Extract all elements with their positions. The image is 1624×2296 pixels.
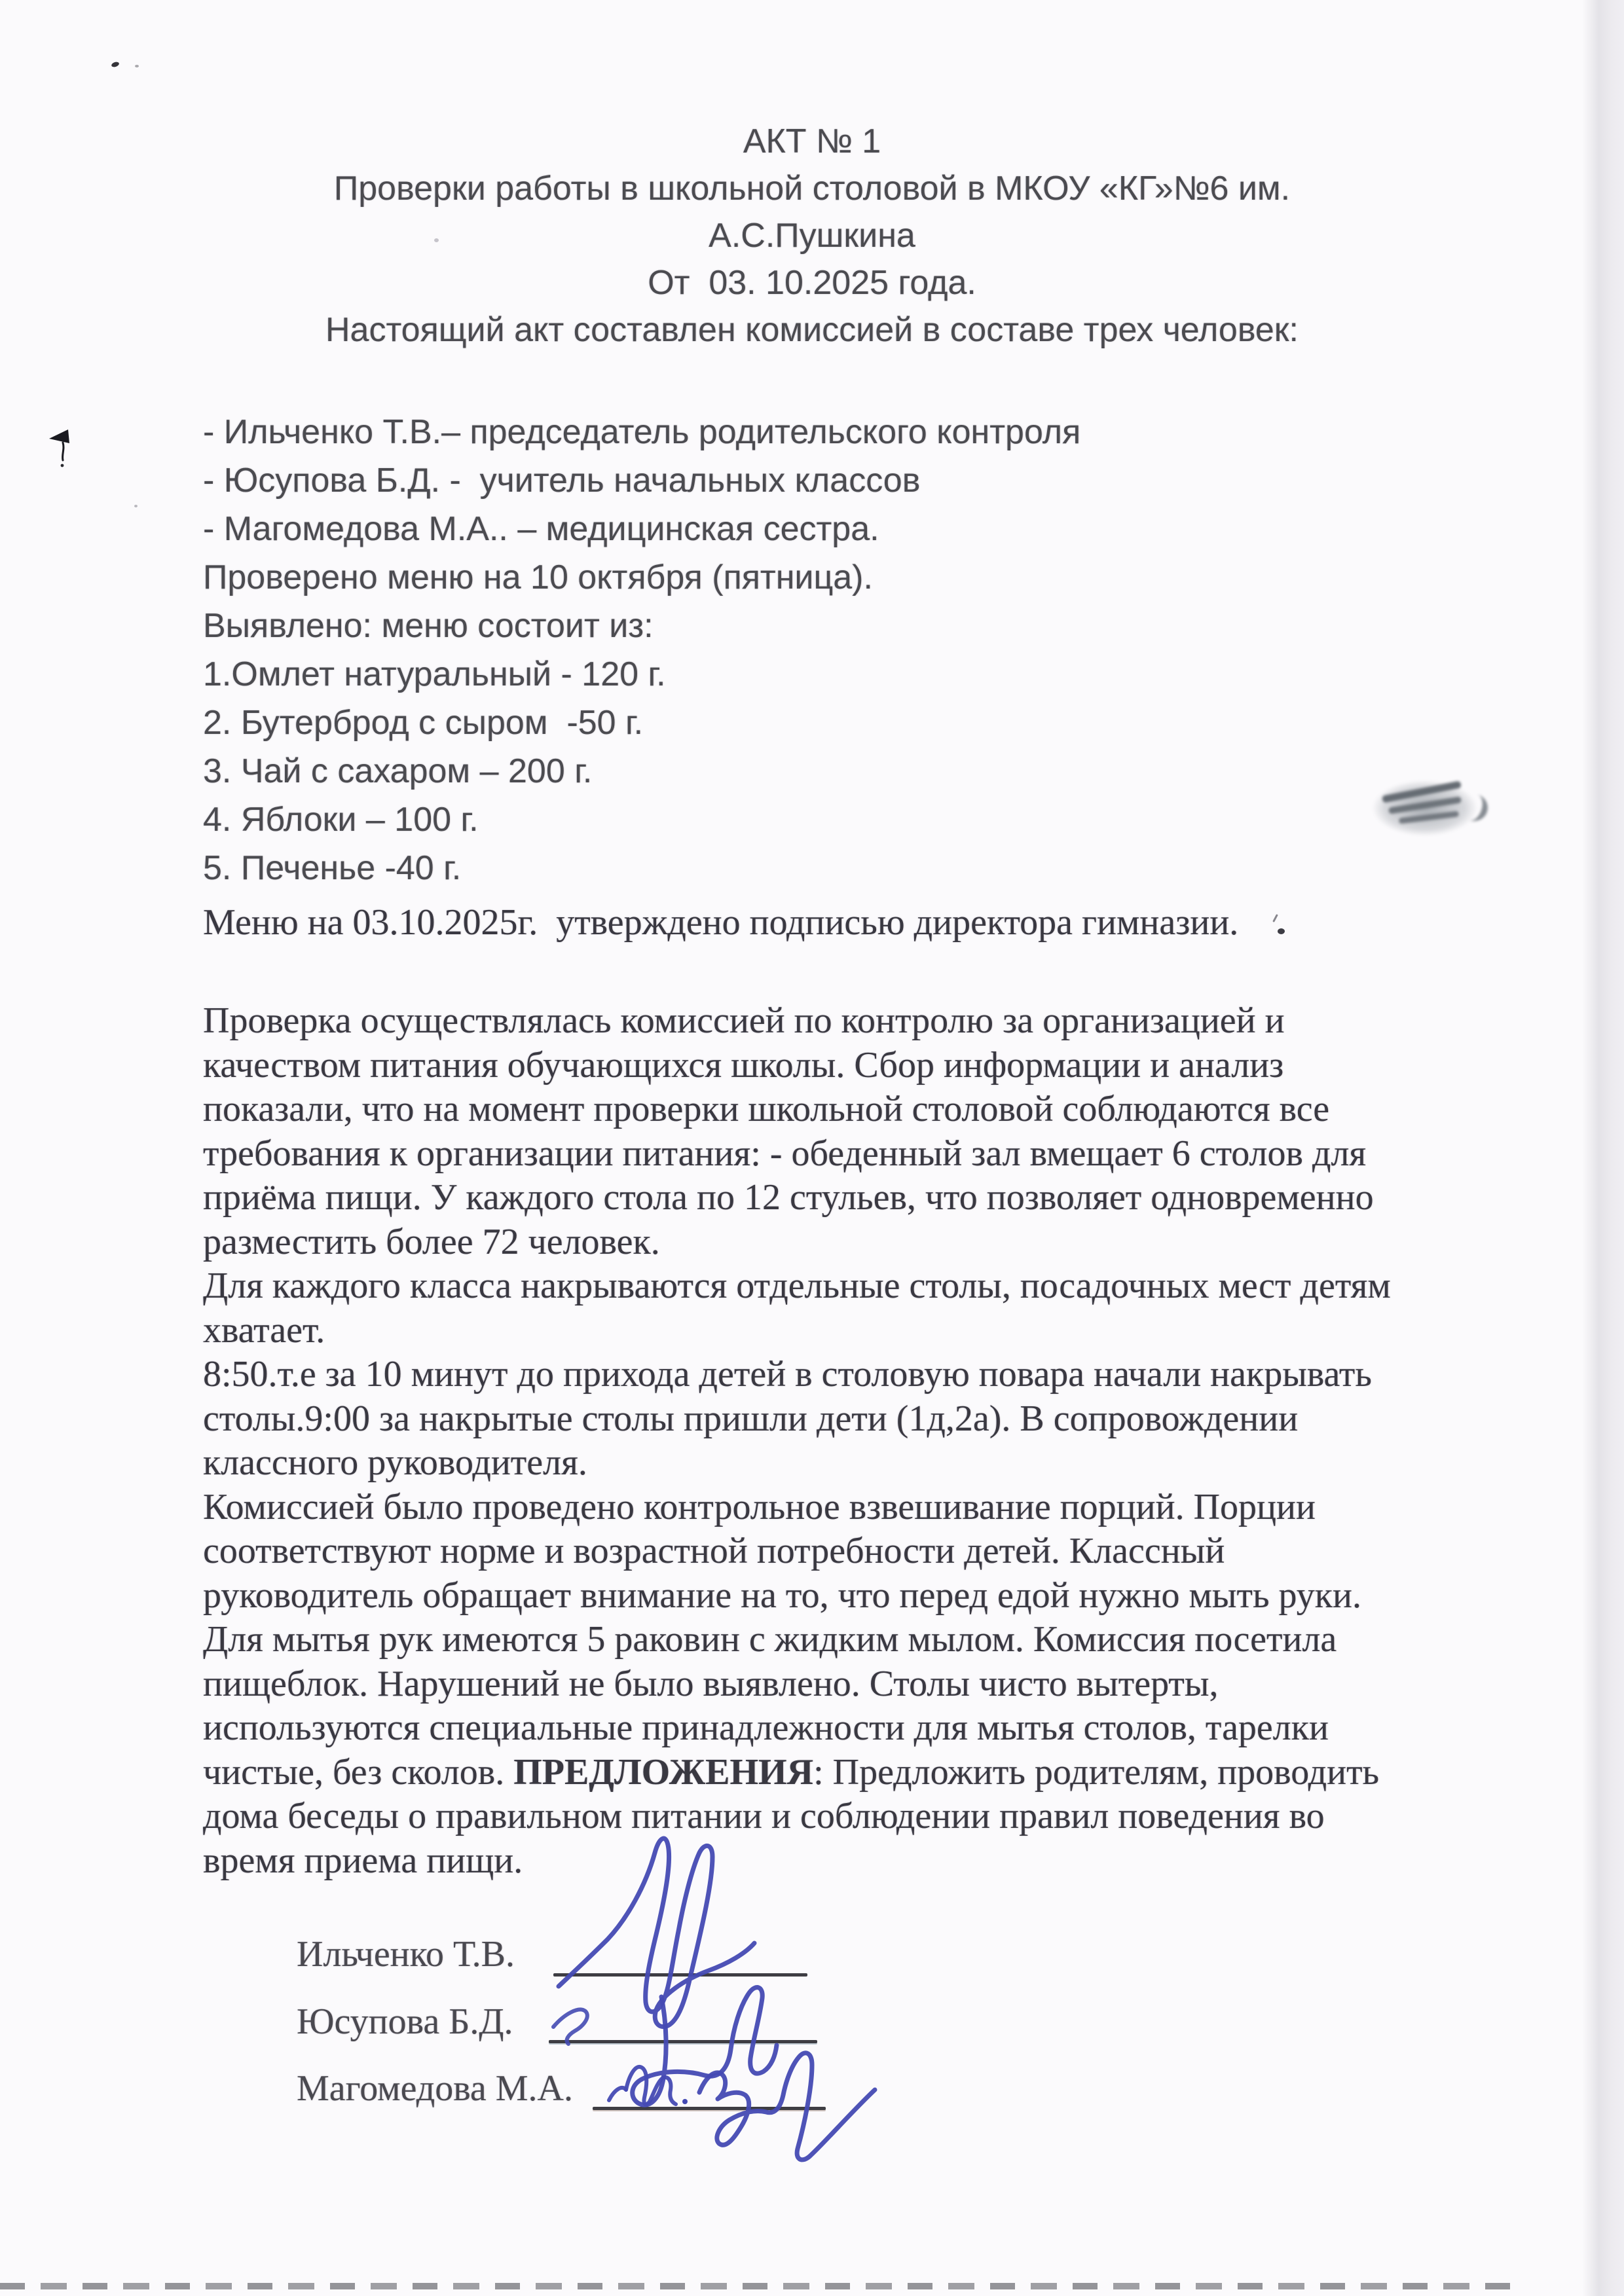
commission-member: - Юсупова Б.Д. - учитель начальных классов [203,462,921,500]
menu-item: 4. Яблоки – 100 г. [203,801,479,839]
menu-items [203,650,1513,892]
document-header [170,118,1454,354]
report-line: пищеблок. Нарушений не было выявлено. Столы чисто вытерты, [203,1663,1219,1704]
ink-smudge [1363,771,1497,855]
paper-speck [134,505,138,507]
report-line: хватает. [203,1309,325,1351]
paper-speck [1278,928,1285,934]
header-line: А.С.Пушкина [709,217,915,255]
report-line: Проверка осуществлялась комиссией по контролю за организацией и [203,1000,1285,1041]
inspection-report-paragraph [203,999,1509,1883]
report-line: показали, что на момент проверки школьной столовой соблюдаются все [203,1089,1330,1129]
signature-stroke-2 [553,1988,777,2105]
menu-approved-line: Меню на 03.10.2025г. утверждено подписью директора гимназии. [203,902,1239,943]
paper-speck [434,238,439,242]
scan-bottom-edge-artifact [0,2283,1513,2289]
signature-name-magomedova: Магомедова М.А. [297,2068,573,2109]
menu-item: 1.Омлет натуральный - 120 г. [203,655,666,693]
header-line: От 03. 10.2025 года. [648,264,976,302]
signature-name-yusupova: Юсупова Б.Д. [297,2001,513,2042]
signature-ink-strokes [511,1807,930,2200]
commission-member: - Ильченко Т.В.– председатель родительского контроля [203,413,1081,451]
pen-flag-mark [47,424,81,471]
report-line: дома беседы о правильном питании и соблюдении правил поведения во [203,1796,1325,1836]
report-line: Для мытья рук имеются 5 раковин с жидким мылом. Комиссия посетила [203,1619,1337,1660]
signature-name-ilchenko: Ильченко Т.В. [297,1934,515,1975]
commission-and-menu-block [203,408,1513,892]
report-line: 8:50.т.е за 10 минут до прихода детей в столовую повара начали накрывать [203,1354,1372,1394]
commission-members [203,408,1513,553]
report-line: соответствуют норме и возрастной потребности детей. Классный [203,1531,1225,1571]
proposal-pre-text: чистые, без сколов. [203,1751,514,1793]
header-line: Настоящий акт составлен комиссией в составе трех человек: [325,311,1299,349]
commission-member: - Магомедова М.А.. – медицинская сестра. [203,510,879,548]
paper-speck [135,65,139,67]
header-line: Проверки работы в школьной столовой в МКОУ «КГ»№6 им. [333,170,1291,208]
report-line: приёма пищи. У каждого стола по 12 стульев, что позволяет одновременно [203,1177,1374,1218]
scan-right-edge-shadow [1582,0,1624,2296]
header-line: АКТ № 1 [743,122,881,160]
report-line: качеством питания обучающихся школы. Сбор информации и анализ [203,1044,1284,1085]
report-line: Комиссией было проведено контрольное взвешивание порций. Порции [203,1486,1316,1527]
report-line: требования к организации питания: - обеденный зал вмещает 6 столов для [203,1133,1367,1174]
report-proposal-line [203,1751,1509,1795]
report-lines [203,999,1509,1751]
paper-speck [111,61,120,67]
proposal-post-text: : Предложить родителям, проводить [813,1751,1380,1793]
report-line: разместить более 72 человек. [203,1221,660,1262]
report-line: время приема пищи. [203,1840,523,1881]
report-line: Для каждого класса накрываются отдельные столы, посадочных мест детям [203,1266,1391,1306]
report-line: используются специальные принадлежности для мытья столов, тарелки [203,1707,1329,1748]
report-line: классного руководителя. [203,1442,587,1483]
menu-item: 2. Бутерброд с сыром -50 г. [203,704,644,742]
menu-item: 5. Печенье -40 г. [203,849,462,887]
signature-stroke-1 [559,1838,754,2026]
menu-item: 3. Чай с сахаром – 200 г. [203,752,593,790]
checked-menu-line: Проверено меню на 10 октября (пятница). [203,558,873,596]
proposal-bold-word: ПРЕДЛОЖЕНИЯ [513,1751,814,1793]
report-line: руководитель обращает внимание на то, что перед едой нужно мыть руки. [203,1575,1361,1616]
found-line: Выявлено: меню состоит из: [203,607,654,645]
report-line: столы.9:00 за накрытые столы пришли дети (1д,2а). В сопровождении [203,1398,1299,1439]
